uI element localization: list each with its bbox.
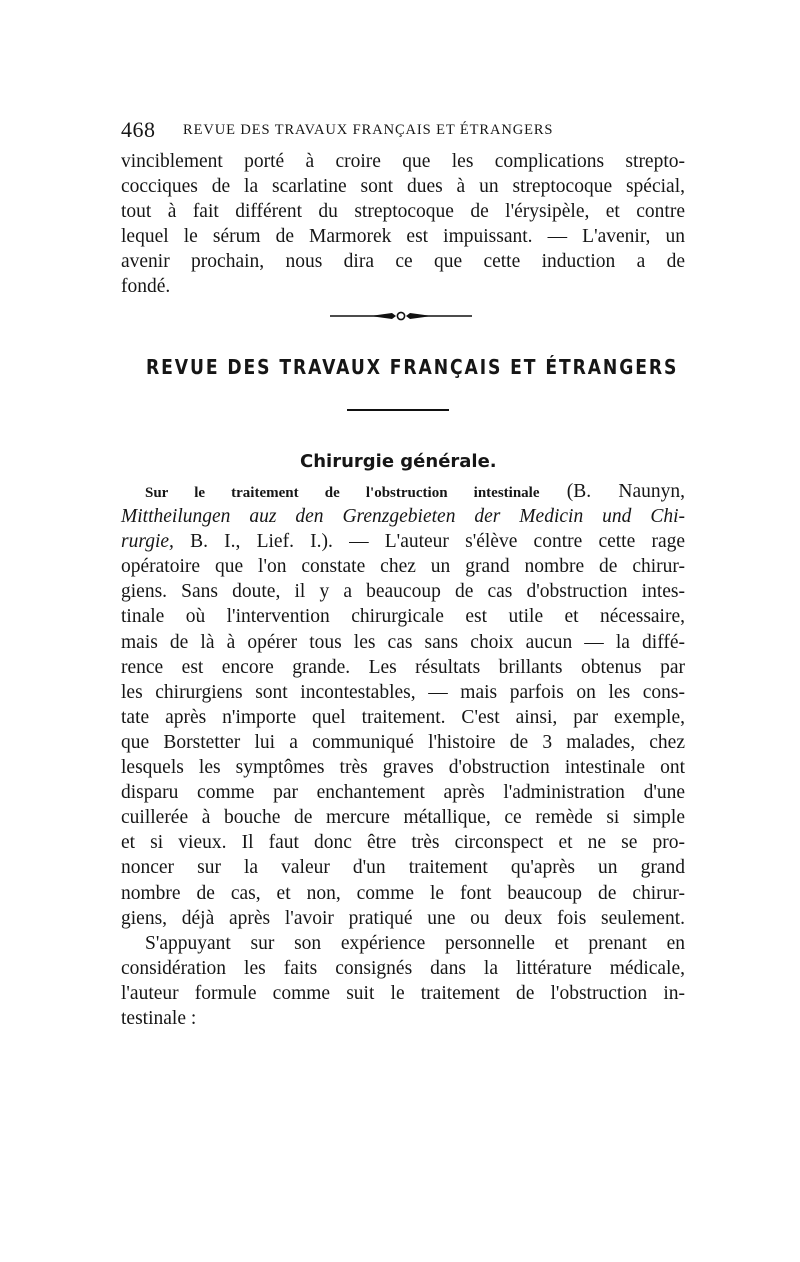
page-number: 468 [121,117,156,142]
text-line: avenir prochain, nous dira ce que cette induction a de [121,251,685,273]
running-title: REVUE DES TRAVAUX FRANÇAIS ET ÉTRANGERS [183,122,554,138]
section-title: REVUE DES TRAVAUX FRANÇAIS ET ÉTRANGERS [146,355,679,379]
text-line: mais de là à opérer tous les cas sans choix aucun — la diffé- [121,631,685,653]
text-line: opératoire que l'on constate chez un grand nombre de chirur- [121,556,685,578]
text-line: fondé. [121,276,171,298]
citation-rest: B. I., Lief. I.). — L'auteur s'élève contre cette rage [173,531,685,553]
text-line: S'appuyant sur son expérience personnelle et prenant en [145,932,685,954]
section-ornament [330,309,472,323]
text-line: vinciblement porté à croire que les complications strepto- [121,151,685,172]
text-line: cuillerée à bouche de mercure métallique, ce remède si simple [121,807,685,829]
text-line: giens. Sans doute, il y a beaucoup de cas d'obstruction intes- [121,581,685,603]
text-line: tate après n'importe quel traitement. C'est ainsi, par exemple, [121,706,685,728]
article-lead-line [121,479,685,504]
section-divider [347,409,449,411]
text-line: giens, déjà après l'avoir pratiqué une ou deux fois seulement. [121,907,685,929]
journal-name-line: Mittheilungen auz den Grenzgebieten der Medicin und Chi- [121,506,685,528]
citation-line [121,529,685,554]
subsection-title: Chirurgie générale. [300,451,497,472]
article-title: Sur le traitement de l'obstruction intestinale [145,485,540,501]
text-line: rence est encore grande. Les résultats brillants obtenus par [121,656,685,678]
article-citation-start: (B. Naunyn, [539,481,685,502]
text-line: tout à fait différent du streptocoque de l'érysipèle, et contre [121,201,685,223]
text-line: les chirurgiens sont incontestables, — mais parfois on les cons- [121,681,685,703]
text-line: nombre de cas, et non, comme le font beaucoup de chirur- [121,882,685,904]
text-line: considération les faits consignés dans la littérature médicale, [121,957,685,979]
text-line: lesquels les symptômes très graves d'obstruction intestinale ont [121,757,685,779]
text-line: testinale : [121,1007,197,1029]
preceding-paragraph [121,149,685,300]
text-line: l'auteur formule comme suit le traitement de l'obstruction in- [121,982,685,1004]
text-line: tinale où l'intervention chirurgicale est utile et nécessaire, [121,606,685,628]
text-line: noncer sur la valeur d'un traitement qu'après un grand [121,857,685,879]
text-line: lequel le sérum de Marmorek est impuissant. — L'avenir, un [121,226,685,248]
journal-name-end: rurgie, [121,531,174,553]
text-line: que Borstetter lui a communiqué l'histoire de 3 malades, chez [121,731,685,753]
running-head [121,117,691,143]
article-body [121,479,685,1031]
text-line: disparu comme par enchantement après l'administration d'une [121,782,685,804]
text-line: et si vieux. Il faut donc être très circonspect et ne se pro- [121,832,685,854]
text-line: cocciques de la scarlatine sont dues à un streptocoque spécial, [121,176,685,198]
